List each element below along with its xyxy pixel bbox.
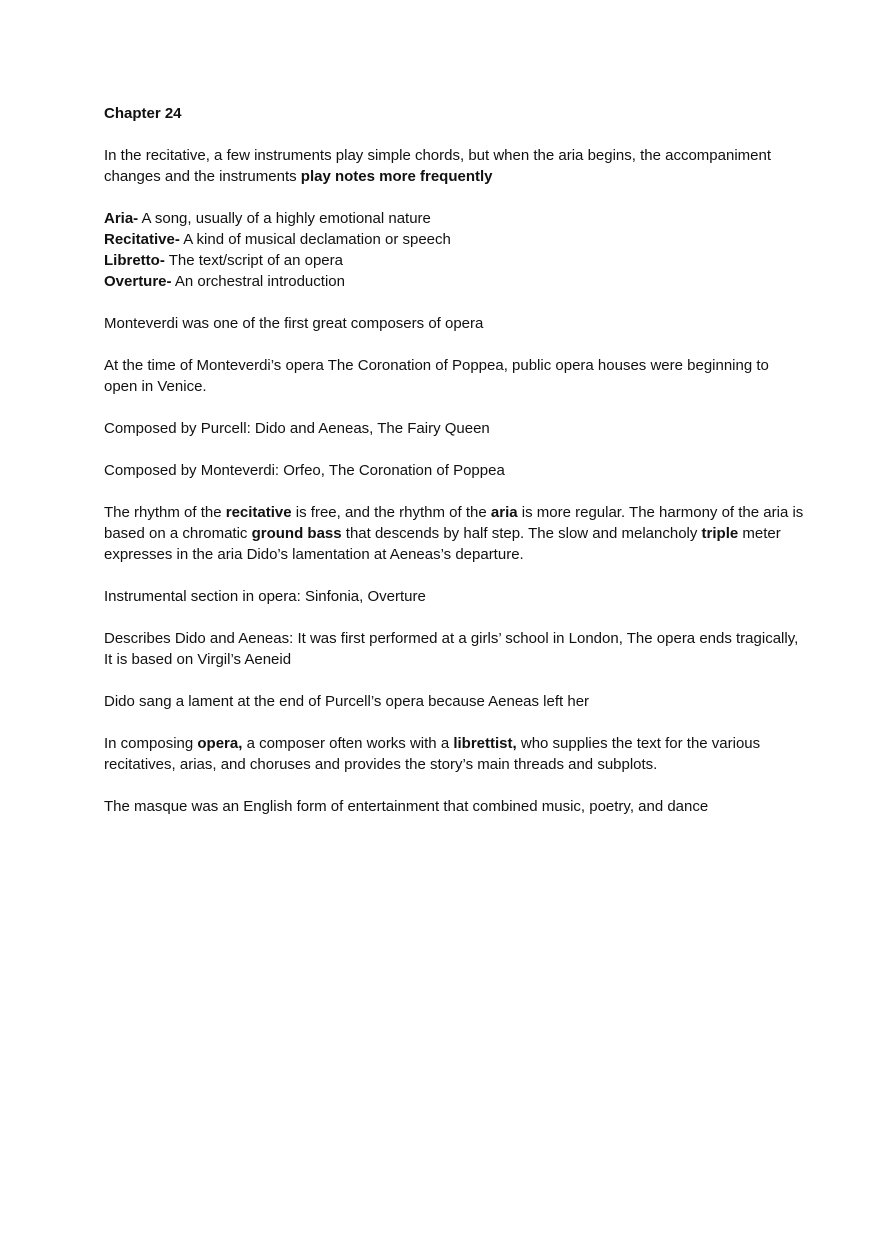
definitions-list bbox=[104, 208, 804, 292]
definition-text: An orchestral introduction bbox=[171, 273, 345, 290]
definition-term: Overture- bbox=[104, 273, 172, 290]
bold-phrase: ground bass bbox=[251, 525, 342, 542]
paragraph-coronation: At the time of Monteverdi’s opera The Coronation of Poppea, public opera houses were beginning to open in Venice. bbox=[104, 357, 769, 395]
definition-libretto bbox=[104, 250, 804, 271]
paragraph-text: a composer often works with a bbox=[242, 735, 454, 752]
definition-term: Libretto- bbox=[104, 252, 165, 269]
definition-text: The text/script of an opera bbox=[164, 252, 343, 269]
bold-phrase: recitative bbox=[225, 504, 292, 521]
definition-term: Aria- bbox=[104, 210, 139, 227]
bold-phrase: triple bbox=[701, 525, 739, 542]
paragraph-text: In composing bbox=[104, 735, 198, 752]
paragraph-composing bbox=[104, 733, 804, 775]
paragraph-text: is more regular. The harmony of the aria is based on a chromatic bbox=[104, 504, 804, 542]
bold-phrase: librettist, bbox=[453, 735, 517, 752]
definition-recitative bbox=[104, 229, 804, 250]
paragraph-text: meter expresses in the aria Dido’s lamentation at Aeneas’s departure. bbox=[104, 525, 781, 563]
paragraph-describes-dido: Describes Dido and Aeneas: It was first performed at a girls’ school in London, The opera ends tragically, It is based on Virgil’s Aeneid bbox=[104, 630, 799, 668]
paragraph-purcell-works: Composed by Purcell: Dido and Aeneas, The Fairy Queen bbox=[104, 420, 490, 437]
paragraph-instrumental: Instrumental section in opera: Sinfonia, Overture bbox=[104, 588, 426, 605]
paragraph-text: In the recitative, a few instruments play simple chords, but when the aria begins, the accompaniment changes and the instruments bbox=[104, 147, 772, 185]
document-body bbox=[104, 103, 804, 838]
definition-text: A song, usually of a highly emotional nature bbox=[138, 210, 431, 227]
bold-phrase: play notes more frequently bbox=[300, 168, 493, 185]
paragraph-text: is free, and the rhythm of the bbox=[291, 504, 491, 521]
paragraph-monteverdi: Monteverdi was one of the first great composers of opera bbox=[104, 315, 484, 332]
paragraph-text: The rhythm of the bbox=[104, 504, 226, 521]
definition-term: Recitative- bbox=[104, 231, 180, 248]
paragraph-lament: Dido sang a lament at the end of Purcell’s opera because Aeneas left her bbox=[104, 693, 590, 710]
bold-phrase: aria bbox=[490, 504, 518, 521]
chapter-heading bbox=[104, 103, 804, 124]
definition-overture bbox=[104, 271, 804, 292]
paragraph-monteverdi-works: Composed by Monteverdi: Orfeo, The Coronation of Poppea bbox=[104, 462, 505, 479]
paragraph-masque: The masque was an English form of entertainment that combined music, poetry, and dance bbox=[104, 798, 709, 815]
definition-text: A kind of musical declamation or speech bbox=[179, 231, 451, 248]
chapter-heading-text: Chapter 24 bbox=[104, 105, 182, 122]
paragraph-recitative-aria bbox=[104, 145, 804, 187]
definition-aria bbox=[104, 208, 804, 229]
paragraph-rhythm bbox=[104, 502, 804, 565]
paragraph-text: that descends by half step. The slow and melancholy bbox=[341, 525, 702, 542]
paragraph-text: who supplies the text for the various recitatives, arias, and choruses and provides the story’s main threads and subplots. bbox=[104, 735, 761, 773]
bold-phrase: opera, bbox=[197, 735, 243, 752]
